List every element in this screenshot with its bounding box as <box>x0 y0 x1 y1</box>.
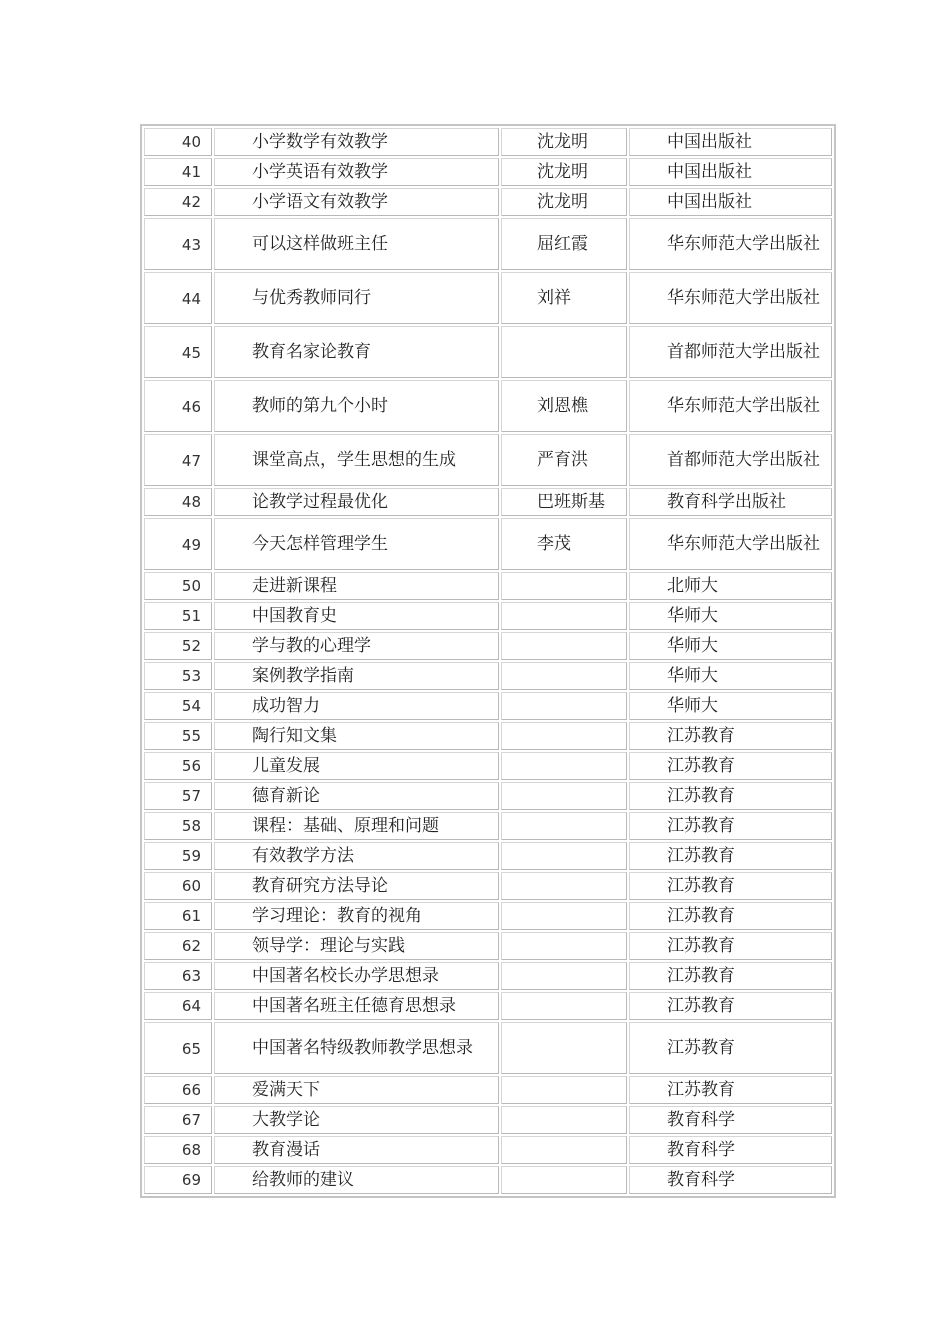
book-title: 走进新课程 <box>214 572 499 600</box>
book-number: 60 <box>144 872 212 900</box>
book-publisher: 华师大 <box>629 632 832 660</box>
book-number: 56 <box>144 752 212 780</box>
table-row <box>144 812 832 840</box>
book-publisher: 江苏教育 <box>629 902 832 930</box>
book-publisher: 华东师范大学出版社 <box>629 272 832 324</box>
book-author: 沈龙明 <box>501 128 627 156</box>
book-publisher: 华东师范大学出版社 <box>629 218 832 270</box>
book-title: 小学数学有效教学 <box>214 128 499 156</box>
book-publisher: 教育科学 <box>629 1106 832 1134</box>
book-author: 沈龙明 <box>501 158 627 186</box>
book-title: 爱满天下 <box>214 1076 499 1104</box>
book-title: 中国著名班主任德育思想录 <box>214 992 499 1020</box>
book-number: 45 <box>144 326 212 378</box>
book-author <box>501 1136 627 1164</box>
book-number: 51 <box>144 602 212 630</box>
book-publisher: 华东师范大学出版社 <box>629 380 832 432</box>
book-author <box>501 842 627 870</box>
book-number: 49 <box>144 518 212 570</box>
table-row <box>144 380 832 432</box>
book-author <box>501 572 627 600</box>
book-number: 59 <box>144 842 212 870</box>
book-number: 55 <box>144 722 212 750</box>
book-number: 43 <box>144 218 212 270</box>
book-author <box>501 962 627 990</box>
book-title: 教育研究方法导论 <box>214 872 499 900</box>
book-number: 44 <box>144 272 212 324</box>
table-row <box>144 1106 832 1134</box>
book-number: 65 <box>144 1022 212 1074</box>
book-title: 有效教学方法 <box>214 842 499 870</box>
book-title: 小学英语有效教学 <box>214 158 499 186</box>
table-row <box>144 1166 832 1194</box>
book-author <box>501 932 627 960</box>
book-number: 57 <box>144 782 212 810</box>
book-author <box>501 692 627 720</box>
book-author <box>501 812 627 840</box>
book-number: 67 <box>144 1106 212 1134</box>
book-publisher: 江苏教育 <box>629 752 832 780</box>
book-publisher: 首都师范大学出版社 <box>629 434 832 486</box>
book-title: 学与教的心理学 <box>214 632 499 660</box>
book-publisher: 华师大 <box>629 602 832 630</box>
book-author: 刘恩樵 <box>501 380 627 432</box>
book-title: 案例教学指南 <box>214 662 499 690</box>
table-row <box>144 662 832 690</box>
table-row <box>144 272 832 324</box>
book-title: 德育新论 <box>214 782 499 810</box>
book-title: 给教师的建议 <box>214 1166 499 1194</box>
book-title: 成功智力 <box>214 692 499 720</box>
book-number: 62 <box>144 932 212 960</box>
table-row <box>144 1022 832 1074</box>
book-title: 领导学：理论与实践 <box>214 932 499 960</box>
book-title: 论教学过程最优化 <box>214 488 499 516</box>
book-title: 陶行知文集 <box>214 722 499 750</box>
table-row <box>144 188 832 216</box>
book-publisher: 江苏教育 <box>629 932 832 960</box>
book-publisher: 江苏教育 <box>629 782 832 810</box>
book-title: 教育名家论教育 <box>214 326 499 378</box>
book-publisher: 华师大 <box>629 662 832 690</box>
book-number: 66 <box>144 1076 212 1104</box>
table-row <box>144 902 832 930</box>
book-number: 53 <box>144 662 212 690</box>
book-title: 中国著名校长办学思想录 <box>214 962 499 990</box>
book-author <box>501 1166 627 1194</box>
book-publisher: 北师大 <box>629 572 832 600</box>
table-row <box>144 692 832 720</box>
book-author: 刘祥 <box>501 272 627 324</box>
book-publisher: 江苏教育 <box>629 722 832 750</box>
book-title: 教育漫话 <box>214 1136 499 1164</box>
book-number: 68 <box>144 1136 212 1164</box>
book-author: 屈红霞 <box>501 218 627 270</box>
book-publisher: 江苏教育 <box>629 1022 832 1074</box>
book-author <box>501 752 627 780</box>
book-author <box>501 872 627 900</box>
book-author <box>501 662 627 690</box>
book-number: 63 <box>144 962 212 990</box>
book-author <box>501 722 627 750</box>
table-row <box>144 992 832 1020</box>
book-number: 54 <box>144 692 212 720</box>
book-number: 58 <box>144 812 212 840</box>
table-row <box>144 326 832 378</box>
book-publisher: 华东师范大学出版社 <box>629 518 832 570</box>
book-author <box>501 632 627 660</box>
book-title: 大教学论 <box>214 1106 499 1134</box>
book-publisher: 中国出版社 <box>629 188 832 216</box>
book-publisher: 首都师范大学出版社 <box>629 326 832 378</box>
book-publisher: 华师大 <box>629 692 832 720</box>
book-number: 40 <box>144 128 212 156</box>
table-row <box>144 932 832 960</box>
book-title: 学习理论：教育的视角 <box>214 902 499 930</box>
table-row <box>144 842 832 870</box>
book-author <box>501 602 627 630</box>
book-publisher: 教育科学 <box>629 1166 832 1194</box>
book-title: 今天怎样管理学生 <box>214 518 499 570</box>
book-title: 中国教育史 <box>214 602 499 630</box>
book-list-table <box>140 124 836 1198</box>
table-row <box>144 158 832 186</box>
book-author <box>501 902 627 930</box>
book-publisher: 江苏教育 <box>629 992 832 1020</box>
book-author <box>501 1076 627 1104</box>
book-number: 47 <box>144 434 212 486</box>
book-publisher: 江苏教育 <box>629 842 832 870</box>
book-publisher: 江苏教育 <box>629 812 832 840</box>
table-row <box>144 488 832 516</box>
table-row <box>144 1076 832 1104</box>
book-title: 中国著名特级教师教学思想录 <box>214 1022 499 1074</box>
book-title: 与优秀教师同行 <box>214 272 499 324</box>
book-number: 41 <box>144 158 212 186</box>
book-author: 巴班斯基 <box>501 488 627 516</box>
book-title: 课堂高点，学生思想的生成 <box>214 434 499 486</box>
book-publisher: 中国出版社 <box>629 128 832 156</box>
table-row <box>144 632 832 660</box>
book-author <box>501 1022 627 1074</box>
table-row <box>144 872 832 900</box>
table-row <box>144 602 832 630</box>
book-title: 小学语文有效教学 <box>214 188 499 216</box>
table-row <box>144 518 832 570</box>
book-list-body <box>144 128 832 1194</box>
table-row <box>144 218 832 270</box>
book-number: 69 <box>144 1166 212 1194</box>
table-row <box>144 962 832 990</box>
book-title: 教师的第九个小时 <box>214 380 499 432</box>
book-title: 课程：基础、原理和问题 <box>214 812 499 840</box>
book-publisher: 江苏教育 <box>629 1076 832 1104</box>
book-author: 沈龙明 <box>501 188 627 216</box>
book-publisher: 教育科学出版社 <box>629 488 832 516</box>
book-publisher: 江苏教育 <box>629 872 832 900</box>
book-title: 儿童发展 <box>214 752 499 780</box>
book-author: 严育洪 <box>501 434 627 486</box>
book-number: 46 <box>144 380 212 432</box>
book-author <box>501 992 627 1020</box>
book-author <box>501 326 627 378</box>
book-publisher: 江苏教育 <box>629 962 832 990</box>
book-author: 李茂 <box>501 518 627 570</box>
book-publisher: 教育科学 <box>629 1136 832 1164</box>
book-number: 42 <box>144 188 212 216</box>
table-row <box>144 752 832 780</box>
table-row <box>144 1136 832 1164</box>
book-number: 61 <box>144 902 212 930</box>
book-number: 48 <box>144 488 212 516</box>
book-author <box>501 1106 627 1134</box>
book-number: 50 <box>144 572 212 600</box>
book-title: 可以这样做班主任 <box>214 218 499 270</box>
table-row <box>144 722 832 750</box>
table-row <box>144 434 832 486</box>
book-number: 64 <box>144 992 212 1020</box>
book-publisher: 中国出版社 <box>629 158 832 186</box>
book-author <box>501 782 627 810</box>
book-number: 52 <box>144 632 212 660</box>
table-row <box>144 572 832 600</box>
table-row <box>144 782 832 810</box>
table-row <box>144 128 832 156</box>
